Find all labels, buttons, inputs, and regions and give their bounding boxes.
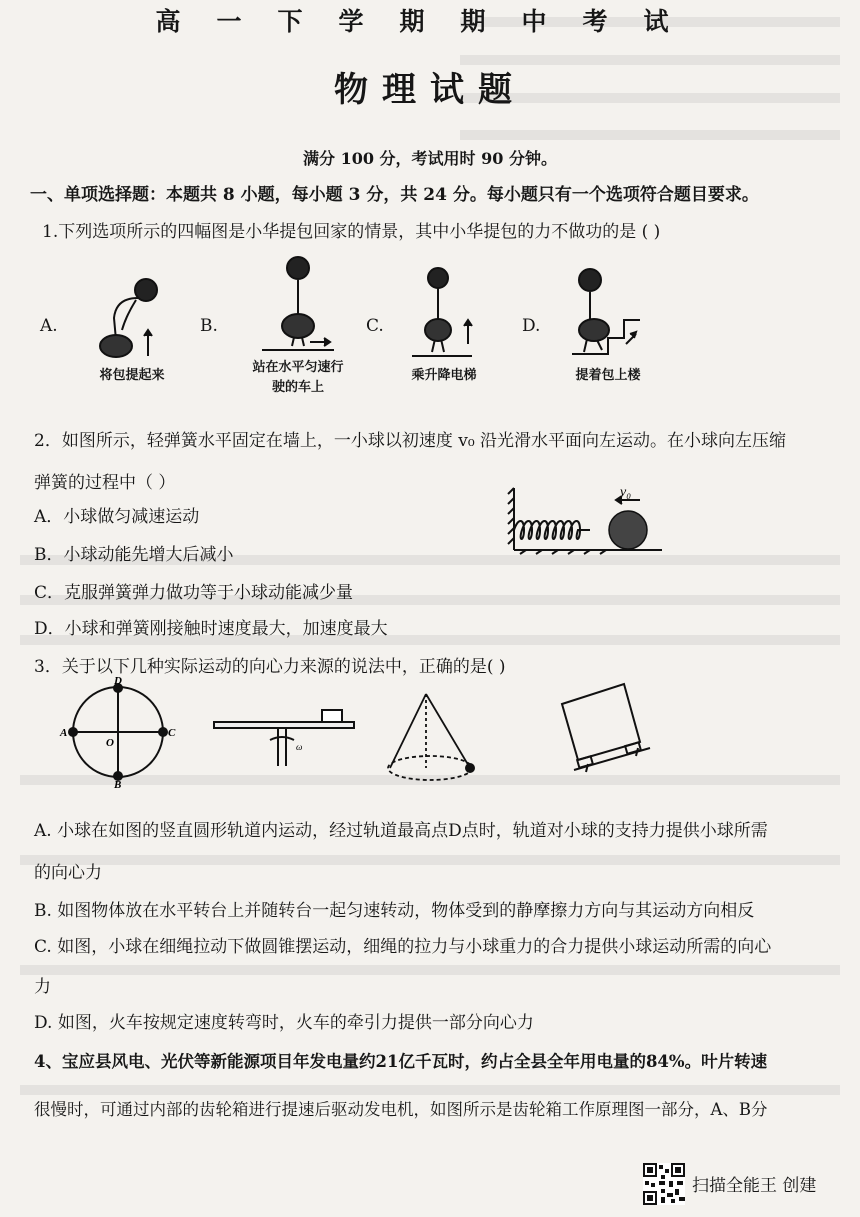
q3-label-d: D bbox=[114, 675, 122, 687]
q3-option-c-line1: C. 如图，小球在细绳拉动下做圆锥摆运动，细绳的拉力与小球重力的合力提供小球运动所需的向心 bbox=[34, 937, 772, 957]
q4-line1: 4、宝应县风电、光伏等新能源项目年发电量约21亿千瓦时，约占全县全年用电量的84%。叶片转速 bbox=[34, 1052, 768, 1071]
q2-spring-figure bbox=[506, 484, 666, 554]
q3-figure-turntable bbox=[212, 706, 362, 770]
q1-figure-c bbox=[408, 264, 478, 360]
q1-option-c-letter: C. bbox=[366, 316, 384, 336]
section-heading: 一、单项选择题：本题共 8 小题，每小题 3 分，共 24 分。每小题只有一个选项符合题目要求。 bbox=[30, 185, 759, 205]
q2-option-c: C．克服弹簧弹力做功等于小球动能减少量 bbox=[34, 583, 354, 603]
q2-stem-line1: 2．如图所示，轻弹簧水平固定在墙上，一小球以初速度 v₀ 沿光滑水平面向左运动。在小球向左压缩 bbox=[34, 431, 787, 451]
q2-stem-line2: 弹簧的过程中（ ） bbox=[34, 473, 176, 493]
q1-option-a-letter: A. bbox=[40, 316, 58, 336]
q1-option-a-caption: 将包提起来 bbox=[99, 368, 165, 383]
q1-figure-d bbox=[568, 264, 644, 360]
q3-option-b: B. 如图物体放在水平转台上并随转台一起匀速转动，物体受到的静摩擦力方向与其运动方向相反 bbox=[34, 901, 755, 921]
q1-option-b-caption: 站在水平匀速行驶的车上 bbox=[252, 360, 344, 395]
q2-option-b: B．小球动能先增大后减小 bbox=[34, 545, 234, 565]
q2-option-d: D．小球和弹簧刚接触时速度最大，加速度最大 bbox=[34, 619, 388, 639]
q3-label-b: B bbox=[114, 779, 122, 791]
q3-label-o: O bbox=[106, 737, 114, 749]
q3-option-a-line2: 的向心力 bbox=[34, 863, 102, 883]
q2-option-a: A．小球做匀减速运动 bbox=[34, 507, 200, 527]
q1-option-b-letter: B. bbox=[200, 316, 218, 336]
q3-stem: 3．关于以下几种实际运动的向心力来源的说法中，正确的是( ) bbox=[34, 657, 506, 677]
exam-title: 高一下学期期中考试 bbox=[155, 7, 705, 36]
q3-option-a-line1: A. 小球在如图的竖直圆形轨道内运动，经过轨道最高点D点时，轨道对小球的支持力提供小球所需 bbox=[34, 821, 768, 841]
q1-figure-a bbox=[96, 268, 168, 360]
q3-label-c: C bbox=[168, 727, 176, 739]
q3-option-c-line2: 力 bbox=[34, 977, 51, 997]
q3-figure-train-turn bbox=[556, 678, 656, 778]
q1-option-d-caption: 提着包上楼 bbox=[575, 368, 641, 383]
q1-figure-b bbox=[258, 254, 338, 354]
q4-line2: 很慢时，可通过内部的齿轮箱进行提速后驱动发电机，如图所示是齿轮箱工作原理图一部分，A、B分 bbox=[34, 1100, 768, 1119]
subject-title: 物理试题 bbox=[334, 70, 526, 110]
q1-option-c-caption: 乘升降电梯 bbox=[411, 368, 477, 383]
q1-option-d-letter: D. bbox=[522, 316, 541, 336]
q3-omega-label: ω bbox=[296, 742, 303, 752]
q3-figure-vertical-circle bbox=[58, 675, 188, 791]
qr-code-icon bbox=[643, 1163, 685, 1205]
q3-option-d: D. 如图，火车按规定速度转弯时，火车的牵引力提供一部分向心力 bbox=[34, 1013, 534, 1033]
q3-figure-conical-pendulum bbox=[382, 690, 482, 790]
q1-stem: 1.下列选项所示的四幅图是小华提包回家的情景，其中小华提包的力不做功的是 ( ) bbox=[42, 222, 661, 242]
scanner-watermark-text: 扫描全能王 创建 bbox=[692, 1176, 817, 1196]
q3-label-a: A bbox=[60, 727, 68, 739]
full-marks: 满分 100 分，考试用时 90 分钟。 bbox=[303, 149, 557, 168]
q2-velocity-label: v₀ bbox=[620, 485, 632, 500]
